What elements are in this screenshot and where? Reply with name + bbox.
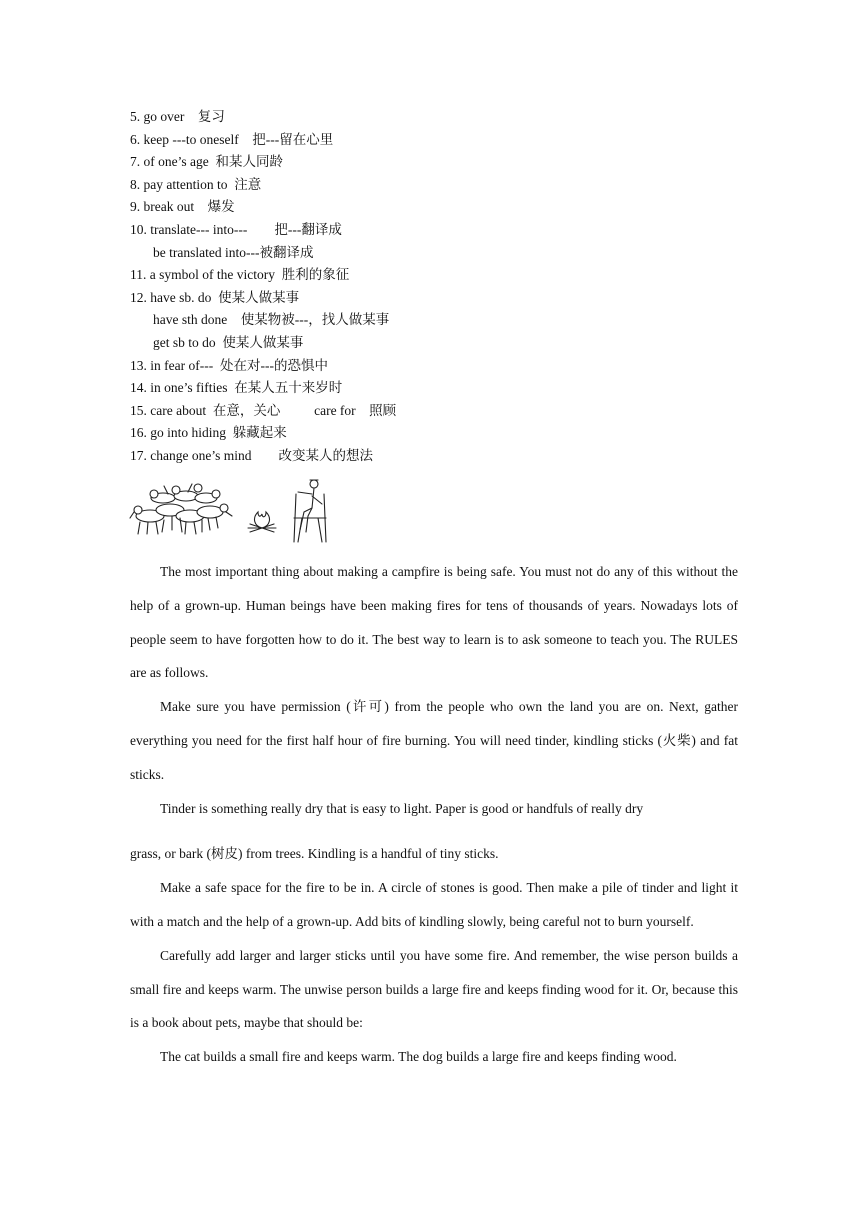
story-paragraph: Tinder is something really dry that is easy to light. Paper is good or handfuls of really dry xyxy=(160,800,644,816)
story-paragraph: Make a safe space for the fire to be in. A circle of stones is good. Then make a pile of tinder and light it with a match and the help of a grown-up. Add bits of kindling slowly, being careful not to burn yourself. xyxy=(130,880,738,929)
vocab-item: 14. in one’s fifties 在某人五十来岁时 xyxy=(130,380,343,396)
story-paragraph: Make sure you have permission (许可) from the people who own the land you are on. Next, gather everything you need for the first half hour of fire burning. You will need tinder, kindling sticks (火柴) and fat sticks. xyxy=(130,699,738,782)
vocab-item: 10. translate--- into--- 把---翻译成 xyxy=(130,221,342,237)
vocab-item: 16. go into hiding 躲藏起来 xyxy=(130,425,287,441)
vocab-subitem: be translated into---被翻译成 xyxy=(153,244,314,260)
vocab-item: 17. change one’s mind 改变某人的想法 xyxy=(130,447,373,463)
vocab-subitem: get sb to do 使某人做某事 xyxy=(153,334,304,350)
story-paragraph: The most important thing about making a campfire is being safe. You must not do any of this without the help of a grown-up. Human beings have been making fires for tens of thousands of years. Nowadays lots of people seem to have forgotten how to do it. The best way to learn is to ask someone to teach you. The RULES are as follows. xyxy=(130,564,738,681)
seated-man-drawing xyxy=(294,480,326,542)
vocab-item: 15. care about 在意，关心 care for 照顾 xyxy=(130,402,397,418)
vocab-item: 8. pay attention to 注意 xyxy=(130,176,262,192)
vocab-item: 7. of one’s age 和某人同龄 xyxy=(130,154,283,170)
fire-drawing xyxy=(248,512,276,532)
story-paragraph: Carefully add larger and larger sticks until you have some fire. And remember, the wise person builds a small fire and keeps warm. The unwise person builds a large fire and keeps finding wood for it. Or, because this is a book about pets, maybe that should be: xyxy=(130,947,738,1031)
vocab-item: 9. break out 爆发 xyxy=(130,199,235,215)
story-paragraph: grass, or bark (树皮) from trees. Kindling is a handful of tiny sticks. xyxy=(130,846,499,862)
story-paragraph: The cat builds a small fire and keeps warm. The dog builds a large fire and keeps finding wood. xyxy=(160,1049,677,1065)
vocab-item: 6. keep ---to oneself 把---留在心里 xyxy=(130,131,334,147)
vocab-item: 12. have sb. do 使某人做某事 xyxy=(130,289,300,305)
vocab-subitem: have sth done 使某物被---，找人做某事 xyxy=(153,312,390,328)
campfire-story xyxy=(130,555,738,1074)
vocab-item: 11. a symbol of the victory 胜利的象征 xyxy=(130,267,350,283)
campfire-illustration xyxy=(128,472,338,544)
vocab-item: 5. go over 复习 xyxy=(130,109,225,124)
vocabulary-list xyxy=(130,106,396,468)
vocab-item: 13. in fear of--- 处在对---的恐惧中 xyxy=(130,357,328,373)
dog-pack-drawing xyxy=(130,484,232,534)
